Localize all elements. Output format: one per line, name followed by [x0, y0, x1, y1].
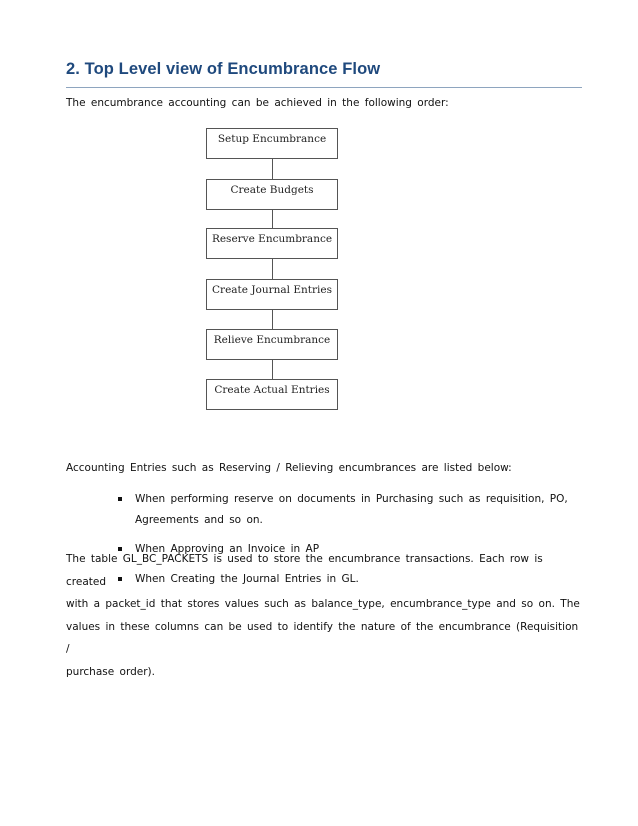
intro-paragraph: The encumbrance accounting can be achieved in the following order:	[66, 97, 449, 109]
bullet-square-icon	[118, 497, 122, 501]
list-item-line: When performing reserve on documents in Purchasing such as requisition, PO,	[135, 493, 568, 505]
flow-step-relieve-encumbrance: Relieve Encumbrance	[206, 329, 338, 360]
flow-step-create-journal-entries: Create Journal Entries	[206, 279, 338, 310]
list-item-line: When Approving an Invoice in AP	[135, 543, 320, 555]
heading-underline	[66, 87, 582, 88]
flow-connector	[272, 210, 273, 228]
list-item	[118, 489, 588, 530]
list-item-line: Agreements and so on.	[135, 513, 263, 526]
section-heading: 2. Top Level view of Encumbrance Flow	[66, 60, 381, 78]
flow-connector	[272, 310, 273, 329]
paragraph-line: with a packet_id that stores values such as balance_type, encumbrance_type and so on. The	[66, 598, 580, 610]
flow-step-create-actual-entries: Create Actual Entries	[206, 379, 338, 410]
flow-step-setup-encumbrance: Setup Encumbrance	[206, 128, 338, 159]
list-item-line: When Creating the Journal Entries in GL.	[135, 572, 359, 585]
accounting-entries-paragraph: Accounting Entries such as Reserving / Relieving encumbrances are listed below:	[66, 462, 512, 474]
flow-connector	[272, 259, 273, 279]
encumbrance-flowchart	[205, 128, 342, 418]
flow-step-create-budgets: Create Budgets	[206, 179, 338, 210]
paragraph-line: purchase order).	[66, 665, 155, 678]
flow-connector	[272, 159, 273, 179]
paragraph-line: The table GL_BC_PACKETS is used to store the encumbrance transactions. Each row is created	[66, 553, 543, 588]
paragraph-line: values in these columns can be used to identify the nature of the encumbrance (Requisition /	[66, 620, 579, 655]
flow-step-reserve-encumbrance: Reserve Encumbrance	[206, 228, 338, 259]
gl-bc-packets-paragraph	[66, 548, 586, 683]
flow-connector	[272, 360, 273, 379]
